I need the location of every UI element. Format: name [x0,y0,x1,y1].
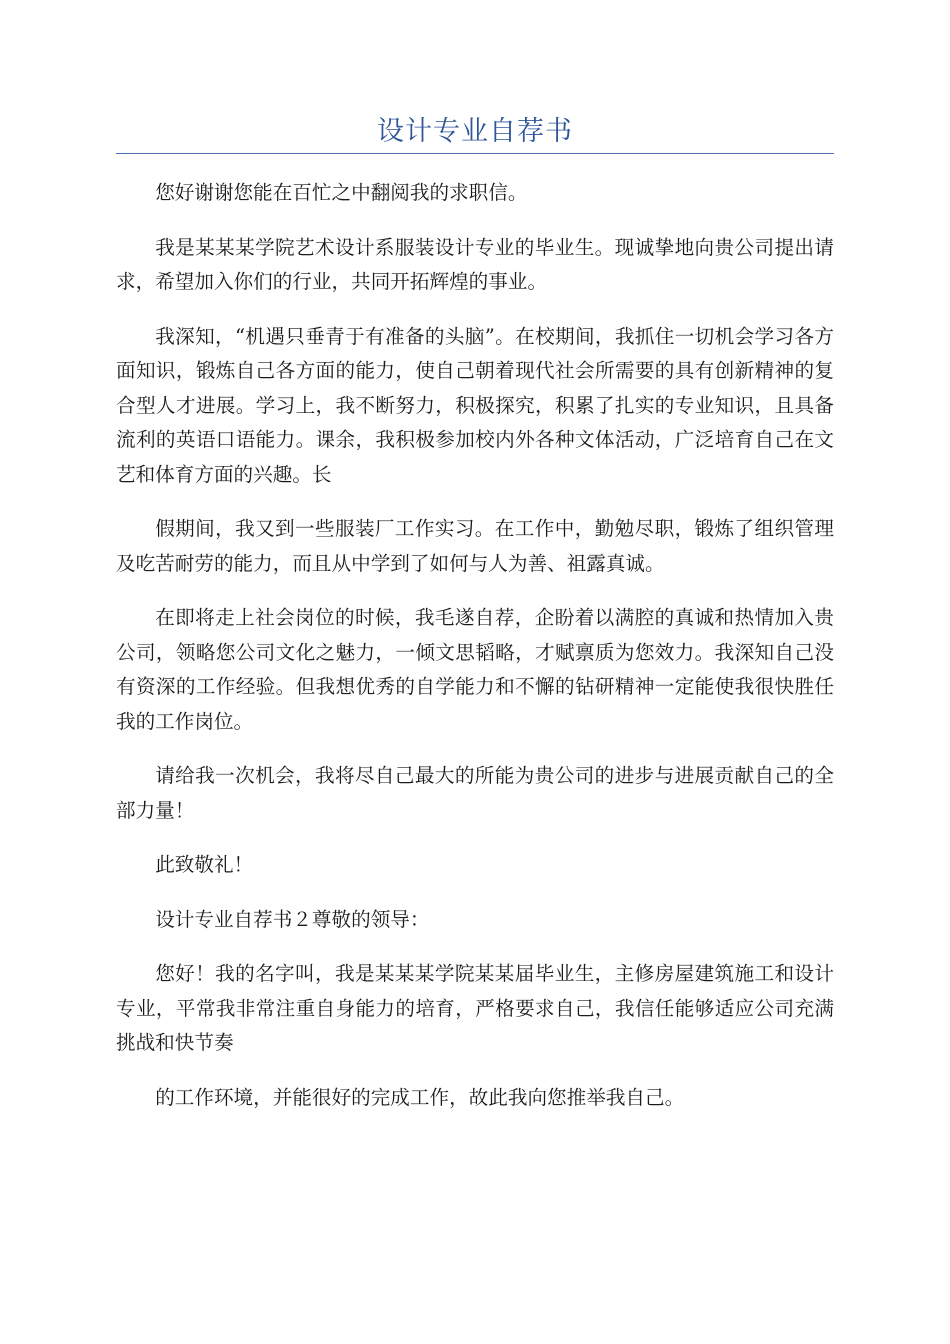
paragraph: 的工作环境，并能很好的完成工作，故此我向您推举我自己。 [155,1085,685,1109]
title-underline [116,153,834,154]
paragraph: 此致敬礼！ [155,853,254,876]
paragraph: 您好谢谢您能在百忙之中翻阅我的求职信。 [155,181,528,204]
paragraph: 您好！我的名字叫，我是某某某学院某某届毕业生，主修房屋建筑施工和设计专业，平常我非常注重自身能力的培育，严格要求自己，我信任能够适应公司充满挑战和快节奏 [116,962,834,1054]
paragraph: 在即将走上社会岗位的时候，我毛遂自荐，企盼着以满腔的真诚和热情加入贵公司，领略您公司文化之魅力，一倾文思韬略，才赋禀质为您效力。我深知自己没有资深的工作经验。但我想优秀的自学能力和不懈的钻研精神一定能使我很快胜任我的工作岗位。 [116,606,834,733]
paragraph: 我深知，“机遇只垂青于有准备的头脑”。在校期间，我抓住一切机会学习各方面知识，锻炼自己各方面的能力，使自己朝着现代社会所需要的具有创新精神的复合型人才进展。学习上，我不断努力，积极探究，积累了扎实的专业知识，且具备流利的英语口语能力。课余，我积极参加校内外各种文体活动，广泛培育自己在文艺和体育方面的兴趣。长 [116,324,834,486]
paragraph: 请给我一次机会，我将尽自己最大的所能为贵公司的进步与进展贡献自己的全部力量！ [116,764,834,822]
document-title: 设计专业自荐书 [377,116,573,147]
paragraph: 假期间，我又到一些服装厂工作实习。在工作中，勤勉尽职，锻炼了组织管理及吃苦耐劳的能力，而且从中学到了如何与人为善、祖露真诚。 [116,517,834,575]
paragraph: 设计专业自荐书２尊敬的领导： [155,907,430,931]
document-body [116,176,834,1135]
paragraph: 我是某某某学院艺术设计系服装设计专业的毕业生。现诚挚地向贵公司提出请求，希望加入你们的行业，共同开拓辉煌的事业。 [116,235,834,293]
